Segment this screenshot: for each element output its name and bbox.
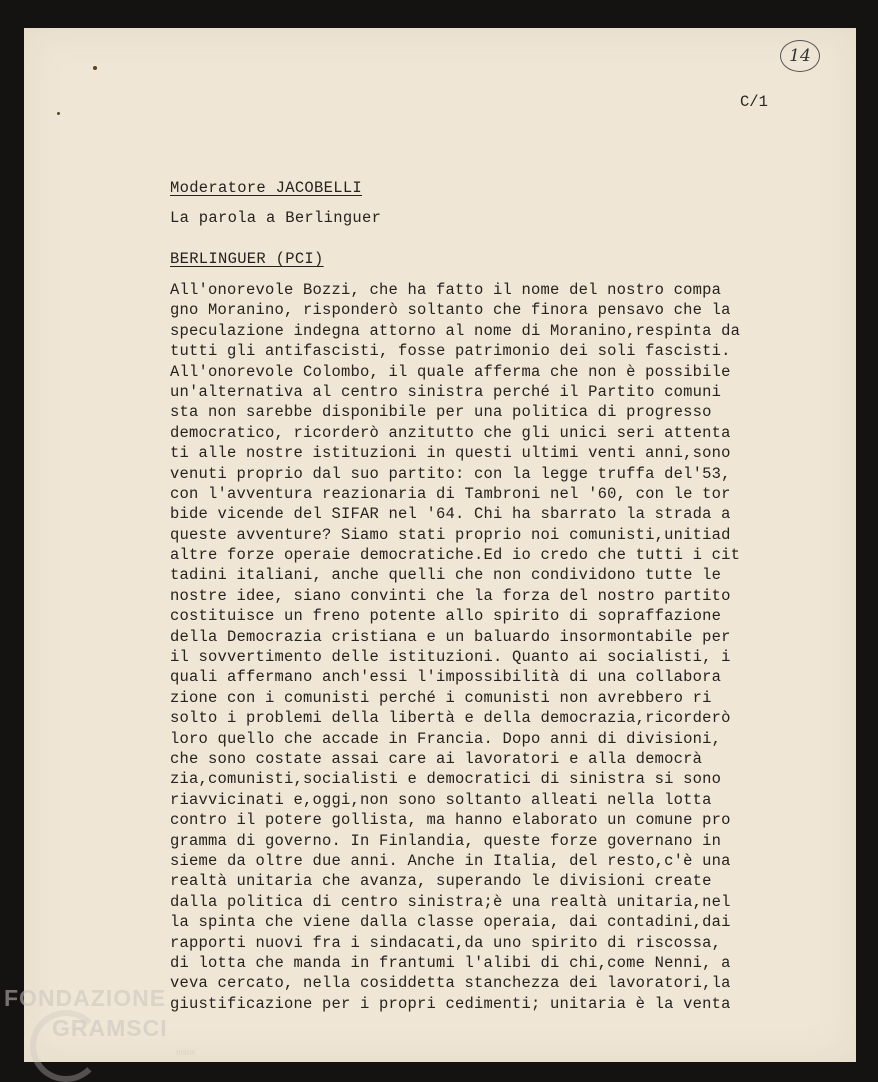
- text-line: venuti proprio dal suo partito: con la legge truffa del'53,: [170, 464, 731, 483]
- text-line: democratico, ricorderò anzitutto che gli unici seri attenta: [170, 423, 731, 442]
- text-line: giustificazione per i propri cedimenti; unitaria è la venta: [170, 994, 731, 1013]
- text-line: di lotta che manda in frantumi l'alibi di chi,come Nenni, a: [170, 953, 731, 972]
- document-reference: C/1: [740, 93, 768, 111]
- text-line: queste avventure? Siamo stati proprio noi comunisti,unitiad: [170, 525, 731, 544]
- text-line: veva cercato, nella cosiddetta stanchezza dei lavoratori,la: [170, 974, 731, 993]
- text-line: gno Moranino, risponderò soltanto che finora pensavo che la: [170, 301, 731, 320]
- text-line: della Democrazia cristiana e un baluardo insormontabile per: [170, 627, 731, 646]
- text-line: dalla politica di centro sinistra;è una realtà unitaria,nel: [170, 892, 731, 911]
- text-line: quali affermano anch'essi l'impossibilità di una collabora: [170, 668, 722, 687]
- text-line: riavvicinati e,oggi,non sono soltanto alleati nella lotta: [170, 790, 712, 809]
- text-line: loro quello che accade in Francia. Dopo anni di divisioni,: [170, 729, 722, 748]
- text-line: rapporti nuovi fra i sindacati,da uno spirito di riscossa,: [170, 933, 722, 952]
- text-line: tadini italiani, anche quelli che non condividono tutte le: [170, 566, 722, 585]
- text-line: All'onorevole Colombo, il quale afferma che non è possibile: [170, 362, 731, 381]
- text-line: zia,comunisti,socialisti e democratici di sinistra si sono: [170, 770, 722, 789]
- text-line: All'onorevole Bozzi, che ha fatto il nome del nostro compa: [170, 281, 722, 299]
- watermark-sub: onlus: [176, 1048, 196, 1057]
- text-line: gramma di governo. In Finlandia, queste forze governano in: [170, 831, 722, 850]
- watermark-line2: GRAMSCI: [52, 1015, 168, 1041]
- text-line: costituisce un freno potente allo spirito di sopraffazione: [170, 607, 722, 626]
- text-line: sta non sarebbe disponibile per una politica di progresso: [170, 403, 712, 422]
- text-line: nostre idee, siano convinti che la forza del nostro partito: [170, 586, 731, 605]
- text-line: ti alle nostre istituzioni in questi ultimi venti anni,sono: [170, 444, 731, 463]
- text-line: bide vicende del SIFAR nel '64. Chi ha sbarrato la strada a: [170, 505, 731, 524]
- moderator-heading: Moderatore JACOBELLI: [170, 179, 363, 197]
- text-line: solto i problemi della libertà e della democrazia,ricorderò: [170, 709, 731, 728]
- page-number-stamp: 14: [780, 40, 820, 72]
- paper-stain: [57, 112, 60, 115]
- speech-text: [170, 280, 800, 1014]
- watermark-line1: FONDAZIONE: [4, 985, 167, 1011]
- text-line: tutti gli antifascisti, fosse patrimonio dei soli fascisti.: [170, 342, 731, 361]
- text-line: speculazione indegna attorno al nome di Moranino,respinta da: [170, 321, 741, 340]
- speaker-heading: BERLINGUER (PCI): [170, 250, 324, 268]
- text-line: sieme da oltre due anni. Anche in Italia, del resto,c'è una: [170, 851, 731, 870]
- text-line: con l'avventura reazionaria di Tambroni nel '60, con le tor: [170, 484, 731, 503]
- text-line: che sono costate assai care ai lavoratori e alla democrà: [170, 749, 703, 768]
- text-line: altre forze operaie democratiche.Ed io credo che tutti i cit: [170, 546, 741, 565]
- text-line: realtà unitaria che avanza, superando le divisioni create: [170, 872, 712, 891]
- intro-line: La parola a Berlinguer: [170, 209, 382, 227]
- text-line: la spinta che viene dalla classe operaia, dai contadini,dai: [170, 913, 731, 932]
- text-line: zione con i comunisti perché i comunisti non avrebbero ri: [170, 688, 712, 707]
- text-line: contro il potere gollista, ma hanno elaborato un comune pro: [170, 811, 731, 830]
- text-line: un'alternativa al centro sinistra perché il Partito comuni: [170, 382, 722, 401]
- text-line: il sovvertimento delle istituzioni. Quanto ai socialisti, i: [170, 648, 731, 667]
- paper-stain: [93, 66, 97, 70]
